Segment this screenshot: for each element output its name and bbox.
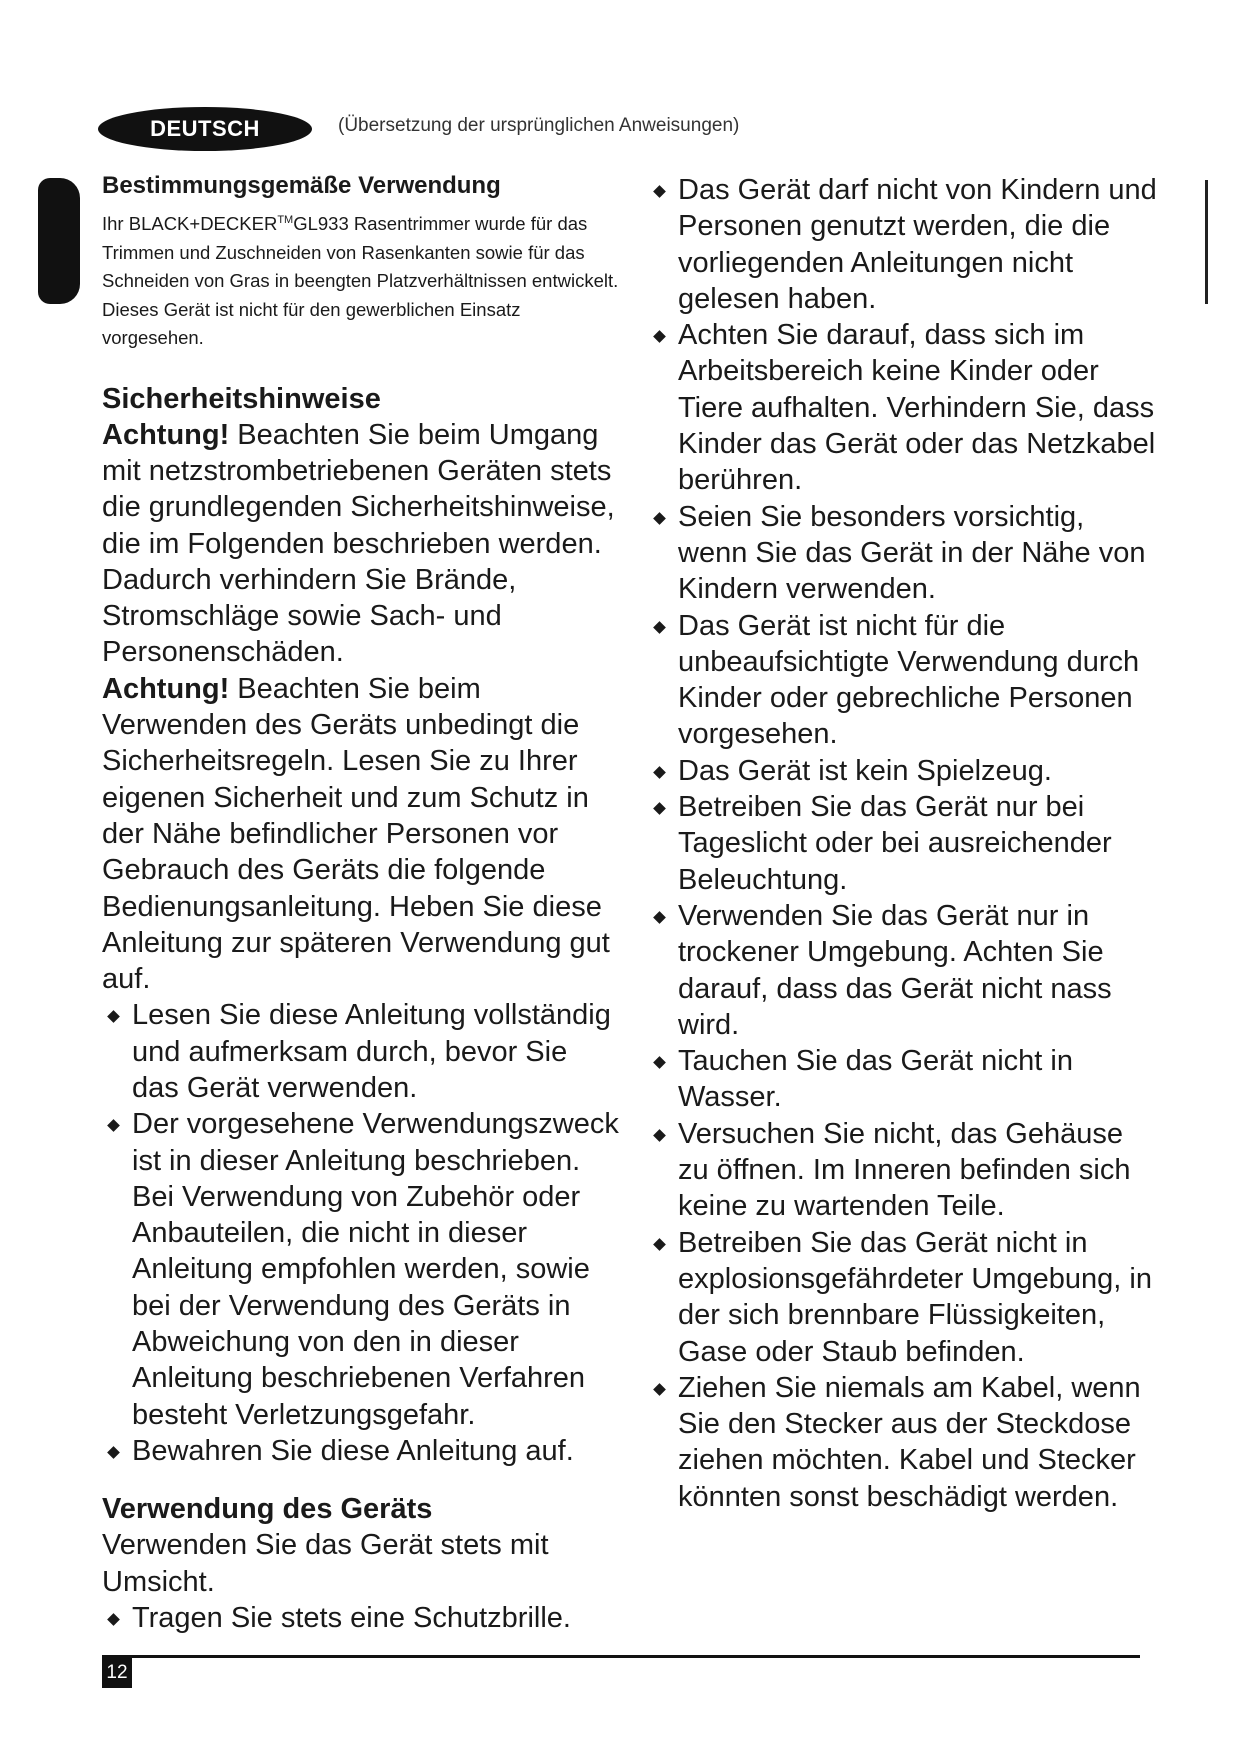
language-label: DEUTSCH: [150, 116, 260, 141]
bullet-diamond-icon: [653, 766, 666, 779]
list-item: Ziehen Sie niemals am Kabel, wenn Sie den Stecker aus der Steckdose ziehen möchten. Kabel und Stecker könnten sonst beschädigt werden.: [648, 1370, 1158, 1515]
safety-bullet-list: [102, 997, 622, 1469]
safety-title: Sicherheitshinweise: [102, 382, 381, 415]
list-item: Verwenden Sie das Gerät nur in trockener Umgebung. Achten Sie darauf, dass das Gerät nicht nass wird.: [648, 898, 1158, 1043]
list-item: Das Gerät ist nicht für die unbeaufsichtigte Verwendung durch Kinder oder gebrechliche Personen vorgesehen.: [648, 608, 1158, 753]
safety-paragraph-2-text: Beachten Sie beim Verwenden des Geräts unbedingt die Sicherheitsregeln. Lesen Sie zu Ihrer eigenen Sicherheit und zum Schutz in der Nähe befindlicher Personen vor Gebrauch des Geräts die folgende Bedienungsanleitung. Heben Sie diese Anleitung zur späteren Verwendung gut auf.: [102, 672, 610, 996]
intended-use-text: [102, 206, 622, 353]
device-use-text: Verwenden Sie das Gerät stets mit Umsicht.: [102, 1529, 549, 1598]
bullet-diamond-icon: [653, 512, 666, 525]
device-use-section: [102, 1491, 622, 1636]
margin-rule: [1205, 180, 1208, 304]
intended-use-text-start: Ihr BLACK+DECKER: [102, 213, 278, 235]
bullet-diamond-icon: [653, 621, 666, 634]
intended-use-title: Bestimmungsgemäße Verwendung: [102, 172, 501, 199]
safety-section: [102, 381, 622, 1470]
list-item: Betreiben Sie das Gerät nicht in explosionsgefährdeter Umgebung, in der sich brennbare Flüssigkeiten, Gase oder Staub befinden.: [648, 1225, 1158, 1370]
page-number: 12: [102, 1658, 132, 1688]
bullet-diamond-icon: [653, 330, 666, 343]
bullet-diamond-icon: [653, 185, 666, 198]
bullet-diamond-icon: [653, 911, 666, 924]
left-column: [102, 172, 622, 1636]
list-item: Das Gerät ist kein Spielzeug.: [648, 753, 1158, 789]
list-item: Der vorgesehene Verwendungszweck ist in dieser Anleitung beschrieben. Bei Verwendung von Zubehör oder Anbauteilen, die nicht in dieser Anleitung empfohlen werden, sowie bei der Verwendung des Geräts in Abweichung von den in dieser Anleitung beschriebenen Verfahren besteht Verletzungsgefahr.: [102, 1106, 622, 1433]
intended-use-text-end: GL933 Rasentrimmer wurde für das Trimmen und Zuschneiden von Rasenkanten sowie für das Schneiden von Gras in beengten Platzverhältnissen entwickelt. Dieses Gerät ist nicht für den gewerblichen Einsatz vorgesehen.: [102, 213, 619, 349]
warning-label-1: Achtung!: [102, 418, 230, 451]
trademark-mark: TM: [277, 214, 294, 226]
list-item: Seien Sie besonders vorsichtig, wenn Sie das Gerät in der Nähe von Kindern verwenden.: [648, 499, 1158, 608]
bullet-diamond-icon: [653, 1383, 666, 1396]
bullet-diamond-icon: [653, 802, 666, 815]
footer-rule: [102, 1655, 1140, 1658]
list-item: Betreiben Sie das Gerät nur bei Tageslicht oder bei ausreichender Beleuchtung.: [648, 789, 1158, 898]
list-item: Achten Sie darauf, dass sich im Arbeitsbereich keine Kinder oder Tiere aufhalten. Verhindern Sie, dass Kinder das Gerät oder das Netzkabel berühren.: [648, 317, 1158, 498]
right-bullet-list: [648, 172, 1158, 1515]
safety-paragraph-1-text: Beachten Sie beim Umgang mit netzstrombetriebenen Geräten stets die grundlegenden Sicherheitshinweise, die im Folgenden beschrieben werden. Dadurch verhindern Sie Brände, Stromschläge sowie Sach- und Personenschäden.: [102, 418, 615, 669]
bullet-diamond-icon: [107, 1119, 120, 1132]
device-use-bullet-list: [102, 1600, 622, 1636]
translation-note: (Übersetzung der ursprünglichen Anweisungen): [338, 115, 740, 136]
warning-label-2: Achtung!: [102, 672, 230, 705]
safety-paragraph-1: [102, 417, 622, 671]
section-tab-marker: [38, 178, 80, 304]
bullet-diamond-icon: [107, 1613, 120, 1626]
safety-paragraph-2: [102, 671, 622, 998]
bullet-diamond-icon: [653, 1238, 666, 1251]
intended-use-section: [102, 172, 622, 353]
device-use-title: Verwendung des Geräts: [102, 1493, 433, 1526]
bullet-diamond-icon: [107, 1011, 120, 1024]
list-item: Lesen Sie diese Anleitung vollständig und aufmerksam durch, bevor Sie das Gerät verwenden.: [102, 997, 622, 1106]
right-column: [648, 172, 1158, 1515]
list-item: Tragen Sie stets eine Schutzbrille.: [102, 1600, 622, 1636]
list-item: Bewahren Sie diese Anleitung auf.: [102, 1433, 622, 1469]
bullet-diamond-icon: [653, 1129, 666, 1142]
bullet-diamond-icon: [107, 1446, 120, 1459]
list-item: Versuchen Sie nicht, das Gehäuse zu öffnen. Im Inneren befinden sich keine zu wartenden Teile.: [648, 1116, 1158, 1225]
language-badge: [98, 107, 312, 151]
list-item: Das Gerät darf nicht von Kindern und Personen genutzt werden, die die vorliegenden Anleitungen nicht gelesen haben.: [648, 172, 1158, 317]
bullet-diamond-icon: [653, 1056, 666, 1069]
list-item: Tauchen Sie das Gerät nicht in Wasser.: [648, 1043, 1158, 1116]
